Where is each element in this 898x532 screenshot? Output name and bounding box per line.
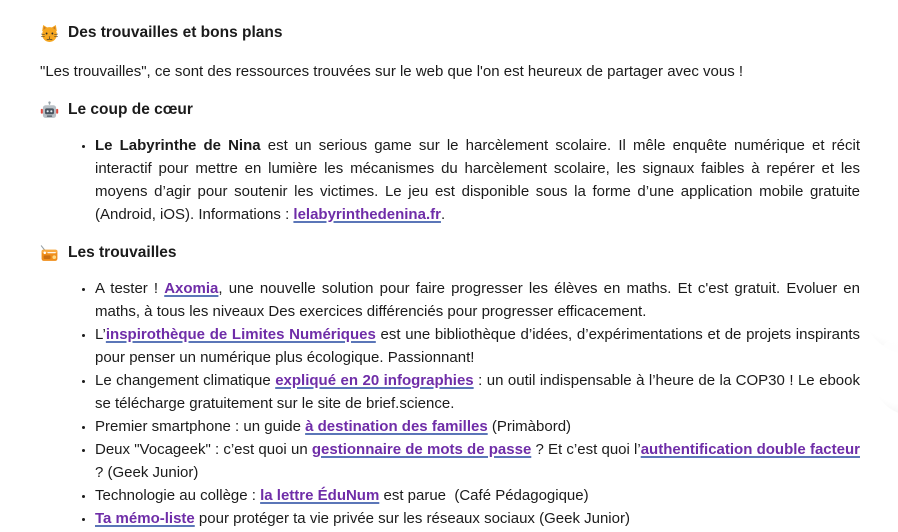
item-text: Premier smartphone : un guide <box>95 418 306 435</box>
page-title-text: Des trouvailles et bons plans <box>68 24 283 41</box>
item-text: est un serious game sur le harcèlement scolaire. Il mêle enquête numérique et récit interactif pour mettre en lumière les mécanismes du harcèlement scolaire, les signaux faibles à repérer et les moyens d’agir pour soutenir les victimes. Le jeu est disponible sous la forme d’une application mobile gratuite (Android, iOS). Informations : <box>95 137 860 223</box>
item-text: , une nouvelle solution pour faire progresser les élèves en maths. Et c'est gratuit. Evoluer en maths, à tous les niveaux Des exercices différenciés pour progresser efficacement. <box>95 280 860 320</box>
item-text: A tester ! <box>95 280 165 297</box>
page-title <box>40 22 860 44</box>
list-item <box>95 415 860 438</box>
item-text: ? Et c’est quoi l’ <box>531 441 641 458</box>
link-lettre-edunum[interactable]: la lettre ÉduNum <box>260 487 380 504</box>
list-item <box>95 277 860 323</box>
link-lelabyrinthedenina[interactable]: lelabyrinthedenina.fr <box>293 206 441 223</box>
list-item <box>95 507 860 530</box>
list-item <box>95 438 860 484</box>
item-text: . <box>440 206 446 223</box>
item-text: est une bibliothèque d’idées, d’expérimentations et de projets inspirants pour penser un numérique plus écologique. Passionnant! <box>95 326 860 366</box>
item-lead-bold: Le Labyrinthe de Nina <box>95 137 261 154</box>
item-text: est parue (Café Pédagogique) <box>379 487 589 504</box>
list-item <box>95 134 860 226</box>
list-item <box>95 323 860 369</box>
item-text: L’ <box>95 326 106 343</box>
cat-face-icon <box>40 24 59 43</box>
item-text: Technologie au collège : <box>95 487 261 504</box>
section-heading-text: Le coup de cœur <box>68 101 193 118</box>
item-text: : un outil indispensable à l’heure de la COP30 ! Le ebook se télécharge gratuitement sur le site de brief.science. <box>95 372 860 412</box>
item-text: Deux "Vocageek" : c’est quoi un <box>95 441 312 458</box>
trouvailles-list <box>40 277 860 530</box>
link-inspirotheque-limites-numeriques[interactable]: inspirothèque de Limites Numériques <box>105 326 376 343</box>
link-guide-destination-familles[interactable]: à destination des familles <box>305 418 488 435</box>
item-text: pour protéger ta vie privée sur les réseaux sociaux (Geek Junior) <box>194 510 630 527</box>
link-ta-memo-liste[interactable]: Ta mémo-liste <box>95 510 195 527</box>
list-item <box>95 484 860 507</box>
link-authentification-double-facteur[interactable]: authentification double facteur <box>640 441 860 458</box>
section-heading-text: Les trouvailles <box>68 244 177 261</box>
intro-text: "Les trouvailles", ce sont des ressources trouvées sur le web que l'on est heureux de partager avec vous ! <box>40 63 744 80</box>
coup-de-coeur-list <box>40 134 860 226</box>
item-text: Le changement climatique <box>95 372 276 389</box>
link-explique-en-20-infographies[interactable]: expliqué en 20 infographies <box>275 372 474 389</box>
robot-icon <box>40 101 59 120</box>
list-item <box>95 369 860 415</box>
radio-icon <box>40 244 59 263</box>
section-heading-coup-de-coeur <box>40 99 860 121</box>
link-axomia[interactable]: Axomia <box>164 280 219 297</box>
section-heading-trouvailles <box>40 242 860 264</box>
link-gestionnaire-mots-de-passe[interactable]: gestionnaire de mots de passe <box>311 441 532 458</box>
item-text: (Primàbord) <box>487 418 572 435</box>
item-text: ? (Geek Junior) <box>95 464 199 481</box>
